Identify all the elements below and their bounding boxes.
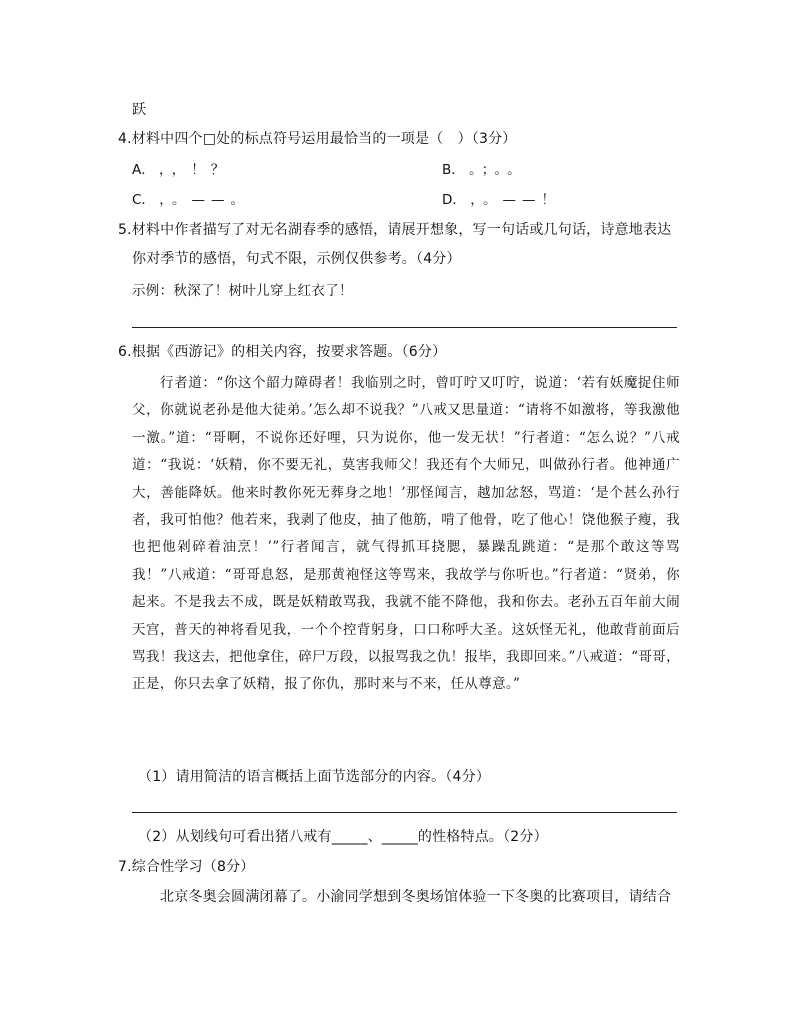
q5-example: 示例：秋深了！树叶儿穿上红衣了！ [132, 283, 353, 299]
q6-sub1: （1）请用简洁的语言概括上面节选部分的内容。（4分） [138, 769, 491, 785]
q5-stem-line2: 你对季节的感悟，句式不限，示例仅供参考。（4分） [132, 251, 461, 267]
q6-sub2: （2）从划线句可看出猪八戒有_____、_____的性格特点。（2分） [138, 829, 548, 845]
q6-passage: 行者道：“你这个韶力障碍者！我临别之时，曾叮咛又叮咛，说道：‘若有妖魔捉住师父，你就说老孙是他大徒弟。’怎么却不说我？”八戒又思量道：“请将不如激将，等我激他一激。”道：“哥啊，不说你还好哩，只为说你，他一发无状！”行者道：“怎么说？”八戒道：“我说：‘妖精，你不要无礼，莫害我师父！我还有个大师兄，叫做孙行者。他神通广大，善能降妖。他来时教你死无葬身之地！’那怪闻言，越加忿怒，骂道：‘是个甚么孙行者，我可怕他？他若来，我剥了他皮，抽了他筋，啃了他骨，吃了他心！饶他猴子瘦，我也把他剁碎着油烹！’”行者闻言，就气得抓耳挠腮，暴躁乱跳道：“是那个敢这等骂我！”八戒道：“哥哥息怒，是那黄袍怪这等骂来，我故学与你听也。”行者道：“贤弟，你起来。不是我去不成，既是妖精敢骂我，我就不能不降他，我和你去。老孙五百年前大闹天宫，普天的神将看见我，一个个控背躬身，口口称呼大圣。这妖怪无礼，他敢背前面后骂我！我这去，把他拿住，碎尸万段，以报骂我之仇！报毕，我即回来。”八戒道：“哥哥，正是，你只去拿了妖精，报了你仇，那时来与不来，任从尊意。” [132, 375, 680, 693]
q7-stem: 7.综合性学习（8分） [118, 859, 255, 875]
q7-intro: 北京冬奥会圆满闭幕了。小渝同学想到冬奥场馆体验一下冬奥的比赛项目，请结合 [160, 889, 672, 905]
q4-option-b-marks: 。；。。 [469, 162, 527, 178]
q6-stem: 6.根据《西游记》的相关内容，按要求答题。（6分） [118, 344, 447, 360]
q4-option-d-label: D． [442, 192, 466, 208]
q4-option-d [442, 190, 561, 210]
q6-answer-line [132, 812, 677, 813]
q5-answer-line [132, 327, 677, 328]
fragment-text: 跃 [132, 102, 147, 118]
q4-option-a-marks: ，，！？ [159, 162, 231, 178]
q4-option-b-label: B． [442, 162, 465, 178]
q4-option-d-marks: ，。——！ [470, 192, 561, 208]
q4-option-c [132, 190, 250, 210]
q4-option-b [442, 160, 527, 180]
q5-stem-line1: 5.材料中作者描写了对无名湖春季的感悟，请展开想象，写一句话或几句话，诗意地表达 [118, 222, 672, 238]
q4-option-a-label: A． [132, 162, 155, 178]
q4-option-c-label: C． [132, 192, 155, 208]
q4-option-a [132, 160, 230, 180]
q4-stem: 4.材料中四个□处的标点符号运用最恰当的一项是（ ）（3分） [118, 131, 517, 147]
q4-option-c-marks: ，。——。 [159, 192, 250, 208]
